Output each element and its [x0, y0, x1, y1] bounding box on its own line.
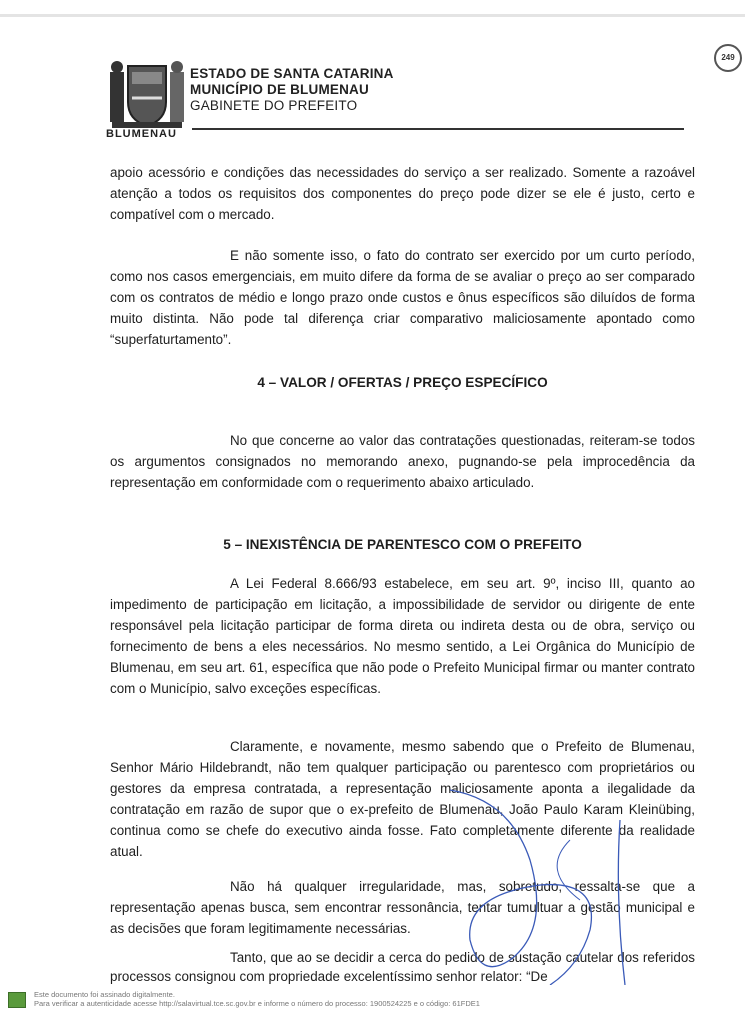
- paragraph-6-text: Não há qualquer irregularidade, mas, sobretudo, ressalta-se que a representação apenas busca, sem encontrar ressonância, tentar tumultuar a gestão municipal e as decisões que foram legitimamente necessárias.: [110, 879, 695, 936]
- authenticity-footer: [8, 990, 738, 1009]
- paragraph-6: [110, 876, 695, 939]
- paragraph-1: apoio acessório e condições das necessidades do serviço a ser realizado. Somente a razoável atenção a todos os requisitos dos componentes do preço pode dizer se ele é justo, certo e compatível com o mercado.: [110, 165, 695, 222]
- footer-line-1: Este documento foi assinado digitalmente.: [34, 990, 175, 999]
- paragraph-7-text: Tanto, que ao se decidir a cerca do pedido de sustação cautelar dos referidos processos consignou com propriedade excelentíssimo senhor relator: “De: [110, 950, 695, 984]
- page-number-stamp: 249: [714, 44, 742, 72]
- footer-line-2: Para verificar a autenticidade acesse http://salavirtual.tce.sc.gov.br e informe o número do processo: 1900524225 e o código: 61FDE1: [34, 999, 480, 1008]
- paragraph-4: [110, 573, 695, 699]
- scan-top-edge: [0, 14, 745, 17]
- paragraph-2: [110, 245, 695, 350]
- header-rule: [192, 128, 684, 130]
- paragraph-5: [110, 736, 695, 862]
- header-state: ESTADO DE SANTA CATARINA: [190, 66, 394, 81]
- crest-label: BLUMENAU: [106, 128, 177, 140]
- section-heading-5: 5 – INEXISTÊNCIA DE PARENTESCO COM O PREFEITO: [223, 537, 582, 552]
- section-heading-4: 4 – VALOR / OFERTAS / PREÇO ESPECÍFICO: [257, 375, 548, 390]
- blumenau-crest-logo: [108, 58, 186, 130]
- paragraph-5-text: Claramente, e novamente, mesmo sabendo que o Prefeito de Blumenau, Senhor Mário Hildebrandt, não tem qualquer participação ou parentesco com proprietários ou gestores da empresa contratada, a representação maliciosamente aponta a ilegalidade da contratação em razão de supor que o ex-prefeito de Blumenau, João Paulo Karam Kleinübing, continua como se chefe do executivo ainda fosse. Fato completamente diferente da realidade atual.: [110, 739, 695, 859]
- paragraph-3: [110, 430, 695, 493]
- digital-signature-icon: [8, 992, 26, 1008]
- header-municipality: MUNICÍPIO DE BLUMENAU: [190, 82, 369, 97]
- header-office: GABINETE DO PREFEITO: [190, 98, 358, 113]
- paragraph-7: [110, 948, 695, 986]
- paragraph-3-text: No que concerne ao valor das contratações questionadas, reiteram-se todos os argumentos consignados no memorando anexo, pugnando-se pela improcedência da representação em conformidade com o requerimento abaixo articulado.: [110, 433, 695, 490]
- paragraph-2-text: E não somente isso, o fato do contrato ser exercido por um curto período, como nos casos emergenciais, em muito difere da forma de se avaliar o preço ao ser comparado com os contratos de médio e longo prazo onde custos e ônus específicos são diluídos de forma muito distinta. Não pode tal diferença criar comparativo maliciosamente apontado como “superfaturtamento”.: [110, 248, 695, 347]
- paragraph-4-text: A Lei Federal 8.666/93 estabelece, em seu art. 9º, inciso III, quanto ao impedimento de participação em licitação, a impossibilidade de servidor ou dirigente de ente responsável pela licitação participar de forma direta ou indireta desta ou de obra, serviço ou fornecimento de bens a eles necessários. No mesmo sentido, a Lei Orgânica do Município de Blumenau, em seu art. 61, específica que não pode o Prefeito Municipal firmar ou manter contrato com o Município, salvo exceções específicas.: [110, 576, 695, 696]
